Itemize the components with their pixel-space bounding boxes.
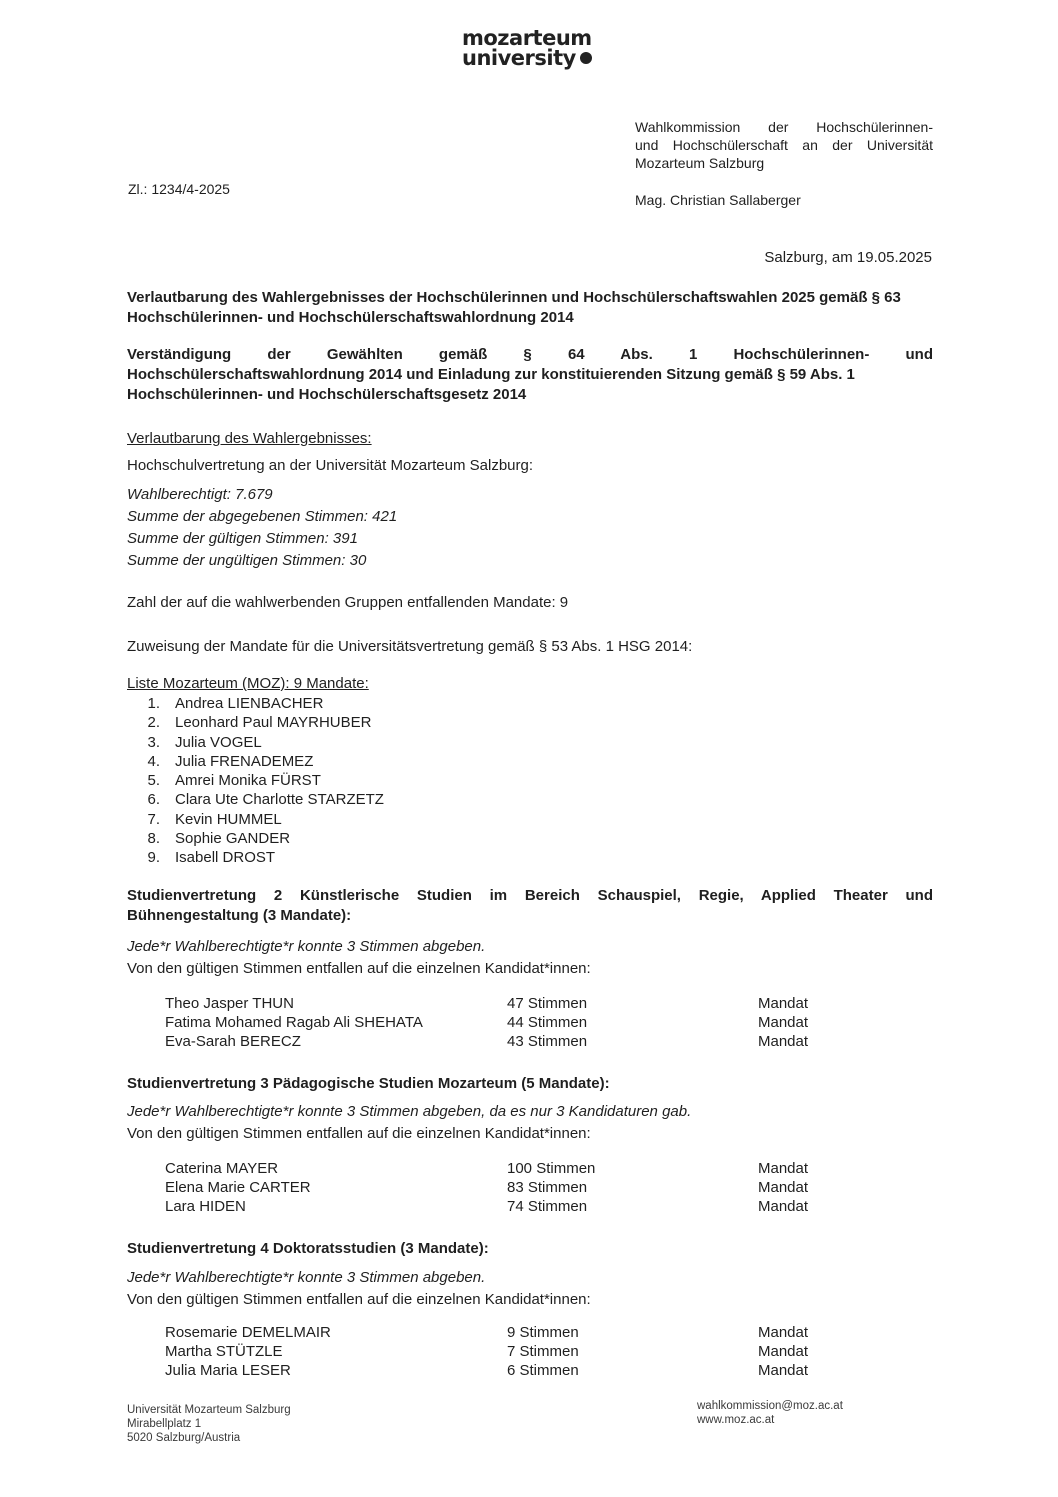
list-item-name: Julia FRENADEMEZ xyxy=(175,752,314,770)
list-item-name: Kevin HUMMEL xyxy=(175,810,282,828)
sv2-title-line-2: Bühnengestaltung (3 Mandate): xyxy=(127,907,352,924)
list-item xyxy=(130,848,530,867)
list-item-name: Leonhard Paul MAYRHUBER xyxy=(175,714,372,732)
hv-member-list xyxy=(130,694,530,868)
candidate-result: Mandat xyxy=(758,1160,809,1177)
hv-stat-cast: Summe der abgegebenen Stimmen: 421 xyxy=(127,508,398,525)
university-logo xyxy=(462,28,592,68)
list-item xyxy=(130,733,530,752)
footer-address-line-3: 5020 Salzburg/Austria xyxy=(127,1432,241,1444)
heading-notification-line-2: Hochschülerschaftswahlordnung 2014 und Einladung zur konstituierenden Sitzung gemäß § 59 Abs. 1 xyxy=(127,366,855,383)
footer-address xyxy=(127,1403,291,1445)
list-item-number: 6. xyxy=(147,791,160,809)
candidate-result: Mandat xyxy=(758,1014,809,1031)
sv4-title: Studienvertretung 4 Doktoratsstudien (3 Mandate): xyxy=(127,1240,489,1257)
hv-stat-valid: Summe der gültigen Stimmen: 391 xyxy=(127,530,358,547)
sv3-title: Studienvertretung 3 Pädagogische Studien Mozarteum (5 Mandate): xyxy=(127,1075,610,1092)
list-item xyxy=(130,713,530,732)
list-item-name: Sophie GANDER xyxy=(175,830,291,848)
list-item-number: 8. xyxy=(147,830,160,848)
footer-email[interactable]: wahlkommission@moz.ac.at xyxy=(697,1400,843,1412)
list-item-number: 9. xyxy=(147,849,160,867)
logo-line-2-wrap xyxy=(462,48,592,68)
table-row xyxy=(165,1159,865,1178)
table-row xyxy=(165,1361,865,1380)
hv-stats xyxy=(127,484,397,572)
sv2-note: Jede*r Wahlberechtigte*r konnte 3 Stimmen abgeben. xyxy=(127,938,486,955)
hv-mandates: Zahl der auf die wahlwerbenden Gruppen entfallenden Mandate: 9 xyxy=(127,594,569,611)
candidate-votes: 9 Stimmen xyxy=(507,1324,579,1341)
sv2-title xyxy=(127,886,933,926)
list-item-name: Julia VOGEL xyxy=(175,733,262,751)
sender-block xyxy=(635,118,933,209)
table-row xyxy=(165,994,865,1013)
candidate-name: Theo Jasper THUN xyxy=(165,995,294,1012)
list-item-name: Amrei Monika FÜRST xyxy=(175,772,321,790)
table-row xyxy=(165,1323,865,1342)
letter-date: Salzburg, am 19.05.2025 xyxy=(764,249,932,266)
sv3-intro: Von den gültigen Stimmen entfallen auf die einzelnen Kandidat*innen: xyxy=(127,1125,591,1142)
reference-number: Zl.: 1234/4-2025 xyxy=(128,181,230,197)
hv-list-title: Liste Mozarteum (MOZ): 9 Mandate: xyxy=(127,675,369,692)
footer-contact xyxy=(697,1399,843,1427)
list-item-number: 4. xyxy=(147,752,160,770)
candidate-name: Lara HIDEN xyxy=(165,1198,246,1215)
sv4-intro: Von den gültigen Stimmen entfallen auf die einzelnen Kandidat*innen: xyxy=(127,1291,591,1308)
candidate-result: Mandat xyxy=(758,1343,809,1360)
table-row xyxy=(165,1342,865,1361)
result-title: Verlautbarung des Wahlergebnisses: xyxy=(127,430,372,447)
list-item-name: Isabell DROST xyxy=(175,849,276,867)
candidate-name: Julia Maria LESER xyxy=(165,1362,291,1379)
sv3-note: Jede*r Wahlberechtigte*r konnte 3 Stimmen abgeben, da es nur 3 Kandidaturen gab. xyxy=(127,1103,692,1120)
candidate-votes: 100 Stimmen xyxy=(507,1160,596,1177)
logo-line-1: mozarteum xyxy=(462,26,592,50)
candidate-result: Mandat xyxy=(758,1198,809,1215)
list-item xyxy=(130,694,530,713)
sv2-title-line-1: Studienvertretung 2 Künstlerische Studien im Bereich Schauspiel, Regie, Applied Theater und xyxy=(127,887,933,904)
candidate-votes: 44 Stimmen xyxy=(507,1014,588,1031)
table-row xyxy=(165,1013,865,1032)
logo-line-2: university xyxy=(462,46,576,70)
table-row xyxy=(165,1178,865,1197)
footer-address-line-2: Mirabellplatz 1 xyxy=(127,1418,202,1430)
list-item-number: 3. xyxy=(147,733,160,751)
sender-line-1: Wahlkommission der Hochschülerinnen- xyxy=(635,119,933,135)
list-item xyxy=(130,829,530,848)
candidate-result: Mandat xyxy=(758,1179,809,1196)
candidate-result: Mandat xyxy=(758,1033,809,1050)
list-item xyxy=(130,752,530,771)
sender-person: Mag. Christian Sallaberger xyxy=(635,192,801,208)
sender-line-3: Mozarteum Salzburg xyxy=(635,155,765,171)
hv-assignment: Zuweisung der Mandate für die Universitätsvertretung gemäß § 53 Abs. 1 HSG 2014: xyxy=(127,638,693,655)
list-item xyxy=(130,810,530,829)
logo-dot-icon xyxy=(580,52,592,64)
table-row xyxy=(165,1197,865,1216)
list-item-name: Clara Ute Charlotte STARZETZ xyxy=(175,791,384,809)
list-item-number: 5. xyxy=(147,772,160,790)
candidate-votes: 47 Stimmen xyxy=(507,995,588,1012)
list-item xyxy=(130,771,530,790)
candidate-name: Caterina MAYER xyxy=(165,1160,279,1177)
hv-title: Hochschulvertretung an der Universität Mozarteum Salzburg: xyxy=(127,457,534,474)
sv2-intro: Von den gültigen Stimmen entfallen auf die einzelnen Kandidat*innen: xyxy=(127,960,591,977)
list-item-number: 1. xyxy=(147,695,160,712)
candidate-votes: 43 Stimmen xyxy=(507,1033,588,1050)
footer-website[interactable]: www.moz.ac.at xyxy=(697,1414,775,1426)
heading-notification-line-1: Verständigung der Gewählten gemäß § 64 Abs. 1 Hochschülerinnen- und xyxy=(127,346,933,363)
candidate-votes: 7 Stimmen xyxy=(507,1343,579,1360)
heading-announcement: Verlautbarung des Wahlergebnisses der Hochschülerinnen und Hochschülerschaftswahlen 2025 gemäß § 63 Hochschülerinnen- und Hochschülerschaftswahlordnung 2014 xyxy=(127,289,901,326)
candidate-votes: 74 Stimmen xyxy=(507,1198,588,1215)
table-row xyxy=(165,1032,865,1051)
list-item-number: 2. xyxy=(147,714,160,732)
hv-stat-invalid: Summe der ungültigen Stimmen: 30 xyxy=(127,552,367,569)
candidate-name: Rosemarie DEMELMAIR xyxy=(165,1324,331,1341)
candidate-name: Elena Marie CARTER xyxy=(165,1179,311,1196)
candidate-result: Mandat xyxy=(758,1324,809,1341)
candidate-name: Fatima Mohamed Ragab Ali SHEHATA xyxy=(165,1014,423,1031)
footer-address-line-1: Universität Mozarteum Salzburg xyxy=(127,1404,291,1416)
list-item xyxy=(130,790,530,809)
hv-stat-eligible: Wahlberechtigt: 7.679 xyxy=(127,486,273,503)
list-item-number: 7. xyxy=(147,810,160,828)
candidate-result: Mandat xyxy=(758,995,809,1012)
candidate-name: Eva-Sarah BERECZ xyxy=(165,1033,301,1050)
heading-notification-line-3: Hochschülerinnen- und Hochschülerschaftsgesetz 2014 xyxy=(127,386,527,403)
sv4-note: Jede*r Wahlberechtigte*r konnte 3 Stimmen abgeben. xyxy=(127,1269,486,1286)
candidate-result: Mandat xyxy=(758,1362,809,1379)
list-item-name: Andrea LIENBACHER xyxy=(175,695,324,712)
candidate-votes: 83 Stimmen xyxy=(507,1179,588,1196)
heading-notification xyxy=(127,345,933,405)
sender-line-2: und Hochschülerschaft an der Universität xyxy=(635,137,933,153)
candidate-votes: 6 Stimmen xyxy=(507,1362,579,1379)
candidate-name: Martha STÜTZLE xyxy=(165,1343,283,1360)
